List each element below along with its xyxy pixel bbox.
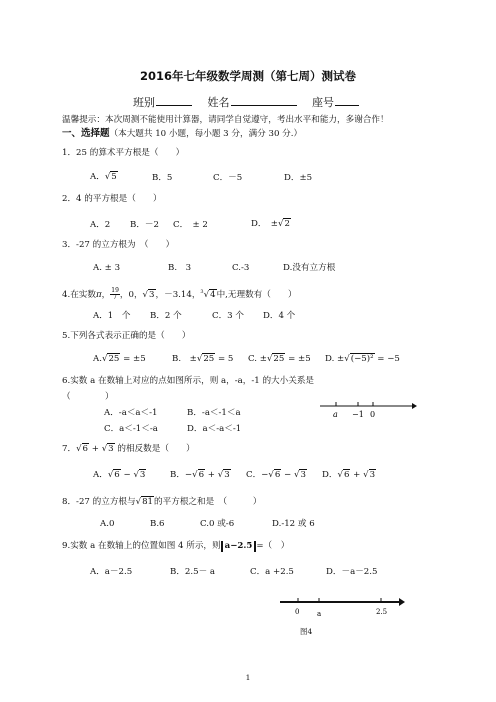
q4-option-c[interactable]: C．3 个 bbox=[212, 311, 244, 321]
q9-option-d[interactable]: D．－a－2.5 bbox=[326, 567, 378, 577]
q4-radicand1: 3 bbox=[149, 289, 155, 300]
q4-option-a[interactable]: A．1 个 bbox=[93, 311, 131, 321]
q9-option-b[interactable]: B．2.5－ a bbox=[170, 567, 216, 577]
q7-d-op: + bbox=[350, 470, 364, 480]
q6-option-a[interactable]: A．-a＜a＜-1 bbox=[104, 408, 158, 418]
q4-mid2: ，－3.14， bbox=[155, 289, 201, 300]
q5-d-rhs: = −5 bbox=[374, 354, 400, 364]
q1-option-d[interactable]: D．±5 bbox=[284, 173, 313, 183]
q5-option-b[interactable]: B. ±√25 = 5 bbox=[172, 354, 234, 364]
q7-number: 7． bbox=[62, 444, 77, 454]
q9-label-0: 0 bbox=[295, 608, 300, 616]
class-label: 班别 bbox=[133, 96, 155, 109]
q2-d-radicand: 2 bbox=[284, 219, 290, 229]
q5-stem: 5.下列各式表示正确的是（ ） bbox=[62, 331, 191, 341]
q7-a-r2: 3 bbox=[139, 470, 146, 480]
q7-option-b[interactable]: B．−√6 + √3 bbox=[170, 470, 230, 480]
q1-option-b[interactable]: B．5 bbox=[152, 173, 173, 183]
q5-c-radicand: 25 bbox=[273, 354, 285, 364]
q6-stem: 6.实数 a 在数轴上对应的点如图所示，则 a，-a，-1 的大小关系是 bbox=[62, 376, 315, 386]
q6-label-0: 0 bbox=[370, 410, 376, 419]
q5-option-a[interactable]: A.√25 = ±5 bbox=[93, 354, 146, 364]
q6-label-neg1: −1 bbox=[352, 410, 364, 419]
seat-blank bbox=[335, 95, 359, 106]
q7-radicand2: 3 bbox=[108, 444, 114, 454]
q7-plus: + bbox=[89, 444, 102, 454]
q4-option-b[interactable]: B．2 个 bbox=[150, 311, 182, 321]
q7-c-label: C．− bbox=[246, 470, 269, 480]
q5-option-c[interactable]: C. ±√25 = ±5 bbox=[248, 354, 311, 364]
page-title: 2016年七年级数学周测（第七周）测试卷 bbox=[139, 69, 356, 83]
q5-b-rhs: = 5 bbox=[215, 354, 234, 364]
q7-d-r2: 3 bbox=[369, 470, 376, 480]
q5-c-label: C. ± bbox=[248, 354, 267, 364]
q9-post: =（ ） bbox=[256, 541, 290, 551]
q5-a-label: A. bbox=[93, 354, 102, 364]
q7-option-a[interactable]: A．√6 − √3 bbox=[93, 470, 146, 480]
q4-fraction: $\frac{19}{7}$ bbox=[111, 286, 119, 301]
q9-label-2-5: 2.5 bbox=[376, 608, 388, 616]
tip-text: 温馨提示：本次周测不能使用计算器，请同学自觉遵守，考出水平和能力，多谢合作！ bbox=[62, 115, 389, 125]
name-label: 姓名 bbox=[207, 96, 230, 109]
q7-a-op: − bbox=[120, 470, 134, 480]
q4-pre: 4.在实数 bbox=[62, 289, 96, 300]
q7-a-label: A． bbox=[93, 470, 108, 480]
q1-a-label: A． bbox=[90, 172, 105, 182]
q1-a-radicand: 5 bbox=[111, 172, 117, 182]
q2-option-d[interactable]: D． ±√2 bbox=[251, 219, 290, 229]
q7-radicand1: 6 bbox=[82, 444, 89, 454]
q7-b-label: B．− bbox=[170, 470, 193, 480]
q9-figure-caption: 图4 bbox=[300, 627, 313, 636]
q6-option-b[interactable]: B．-a＜-1＜a bbox=[187, 408, 241, 418]
q3-option-b[interactable]: B. 3 bbox=[168, 263, 192, 273]
q7-d-r1: 6 bbox=[343, 470, 350, 480]
q5-a-radicand: 25 bbox=[108, 354, 120, 364]
q6-option-c[interactable]: C．a＜-1＜-a bbox=[104, 424, 158, 434]
q9-pre: 9.实数 a 在数轴上的位置如图 4 所示，则 bbox=[62, 541, 221, 551]
q7-option-c[interactable]: C．−√6 − √3 bbox=[246, 470, 306, 480]
q7-d-label: D． bbox=[322, 470, 338, 480]
q7-b-r2: 3 bbox=[224, 470, 230, 480]
q2-d-label: D． ± bbox=[251, 219, 278, 229]
name-blank bbox=[231, 95, 297, 106]
q2-option-a[interactable]: A．2 bbox=[90, 220, 111, 230]
q4-pi: π bbox=[95, 289, 102, 300]
q6-axis-arrow bbox=[412, 403, 417, 409]
q1-stem: 1．25 的算术平方根是（ ） bbox=[62, 148, 185, 158]
q1-option-a[interactable]: A．√5 bbox=[90, 172, 117, 182]
q3-option-d[interactable]: D.没有立方根 bbox=[283, 263, 336, 273]
q6-paren: （ ） bbox=[62, 392, 114, 402]
q3-option-c[interactable]: C.-3 bbox=[232, 263, 250, 273]
section-heading: 一、选择题 bbox=[62, 128, 110, 139]
q4-cube-index: 3 bbox=[200, 289, 204, 295]
q9-label-a: a bbox=[317, 610, 322, 618]
q2-option-c[interactable]: C． ± 2 bbox=[173, 220, 208, 230]
q9-option-c[interactable]: C．a +2.5 bbox=[250, 567, 294, 577]
q7-stem: 7．√6 + √3 的相反数是（ ） bbox=[62, 444, 195, 454]
q8-option-d[interactable]: D.-12 或 6 bbox=[272, 519, 315, 529]
q8-radicand: 81 bbox=[142, 497, 154, 507]
q7-a-r1: 6 bbox=[114, 470, 120, 480]
q8-pre: 8．-27 的立方根与 bbox=[62, 497, 136, 507]
q5-b-label: B. ± bbox=[172, 354, 197, 364]
q2-stem: 2．4 的平方根是（ ） bbox=[62, 194, 162, 204]
q9-stem bbox=[62, 540, 289, 552]
q1-option-c[interactable]: C．－5 bbox=[213, 173, 243, 183]
q6-number-line bbox=[318, 398, 418, 424]
q8-option-c[interactable]: C.0 或-6 bbox=[200, 519, 235, 529]
q4-stem: 4.在实数π， $\frac{19}{7}$ ，0，√3，－3.14，$^3$√4中,无理数有（ ） bbox=[62, 286, 297, 301]
q8-option-a[interactable]: A.0 bbox=[100, 519, 115, 529]
q9-axis-arrow bbox=[399, 598, 405, 606]
q5-c-rhs: = ±5 bbox=[285, 354, 311, 364]
q5-d-radicand: (−5)² bbox=[350, 354, 374, 364]
q7-b-op: + bbox=[205, 470, 218, 480]
q4-option-d[interactable]: D．4 个 bbox=[263, 311, 296, 321]
q5-b-radicand: 25 bbox=[203, 354, 215, 364]
q7-post: 的相反数是（ ） bbox=[114, 444, 195, 454]
q9-number-line bbox=[278, 594, 408, 620]
q2-option-b[interactable]: B．－2 bbox=[130, 220, 159, 230]
q7-c-r1: 6 bbox=[274, 470, 281, 480]
q6-option-d[interactable]: D．a＜-a＜-1 bbox=[187, 424, 242, 434]
q4-post: 中,无理数有（ ） bbox=[216, 289, 297, 300]
q8-option-b[interactable]: B.6 bbox=[150, 519, 165, 529]
seat-label: 座号 bbox=[312, 96, 334, 109]
student-info-line bbox=[133, 95, 365, 109]
q4-radicand2: 4 bbox=[210, 289, 216, 300]
q5-option-d[interactable]: D. ±√(−5)² = −5 bbox=[325, 354, 400, 364]
q7-c-r2: 3 bbox=[300, 470, 306, 480]
q3-stem: 3．-27 的立方根为 （ ） bbox=[62, 240, 175, 250]
q3-option-a[interactable]: A. ± 3 bbox=[93, 263, 121, 273]
q9-option-a[interactable]: A．a－2.5 bbox=[90, 567, 133, 577]
q7-c-op: − bbox=[281, 470, 294, 480]
page-number: 1 bbox=[245, 673, 251, 682]
section-heading-line bbox=[62, 128, 302, 140]
q7-option-d[interactable]: D．√6 + √3 bbox=[322, 470, 376, 480]
q5-a-rhs: = ±5 bbox=[120, 354, 146, 364]
q5-d-label: D. ± bbox=[325, 354, 345, 364]
q6-label-a: a bbox=[333, 410, 338, 419]
q9-abs-expression: a−2.5 bbox=[221, 541, 257, 552]
q7-b-r1: 6 bbox=[198, 470, 205, 480]
q8-post: 的平方根之和是 （ ） bbox=[154, 497, 262, 507]
q4-mid1: ，0， bbox=[119, 289, 143, 300]
class-blank bbox=[156, 95, 192, 106]
section-desc: （本大题共 10 小题，每小题 3 分，满分 30 分.） bbox=[109, 129, 303, 139]
q8-stem: 8．-27 的立方根与√81的平方根之和是 （ ） bbox=[62, 497, 262, 507]
